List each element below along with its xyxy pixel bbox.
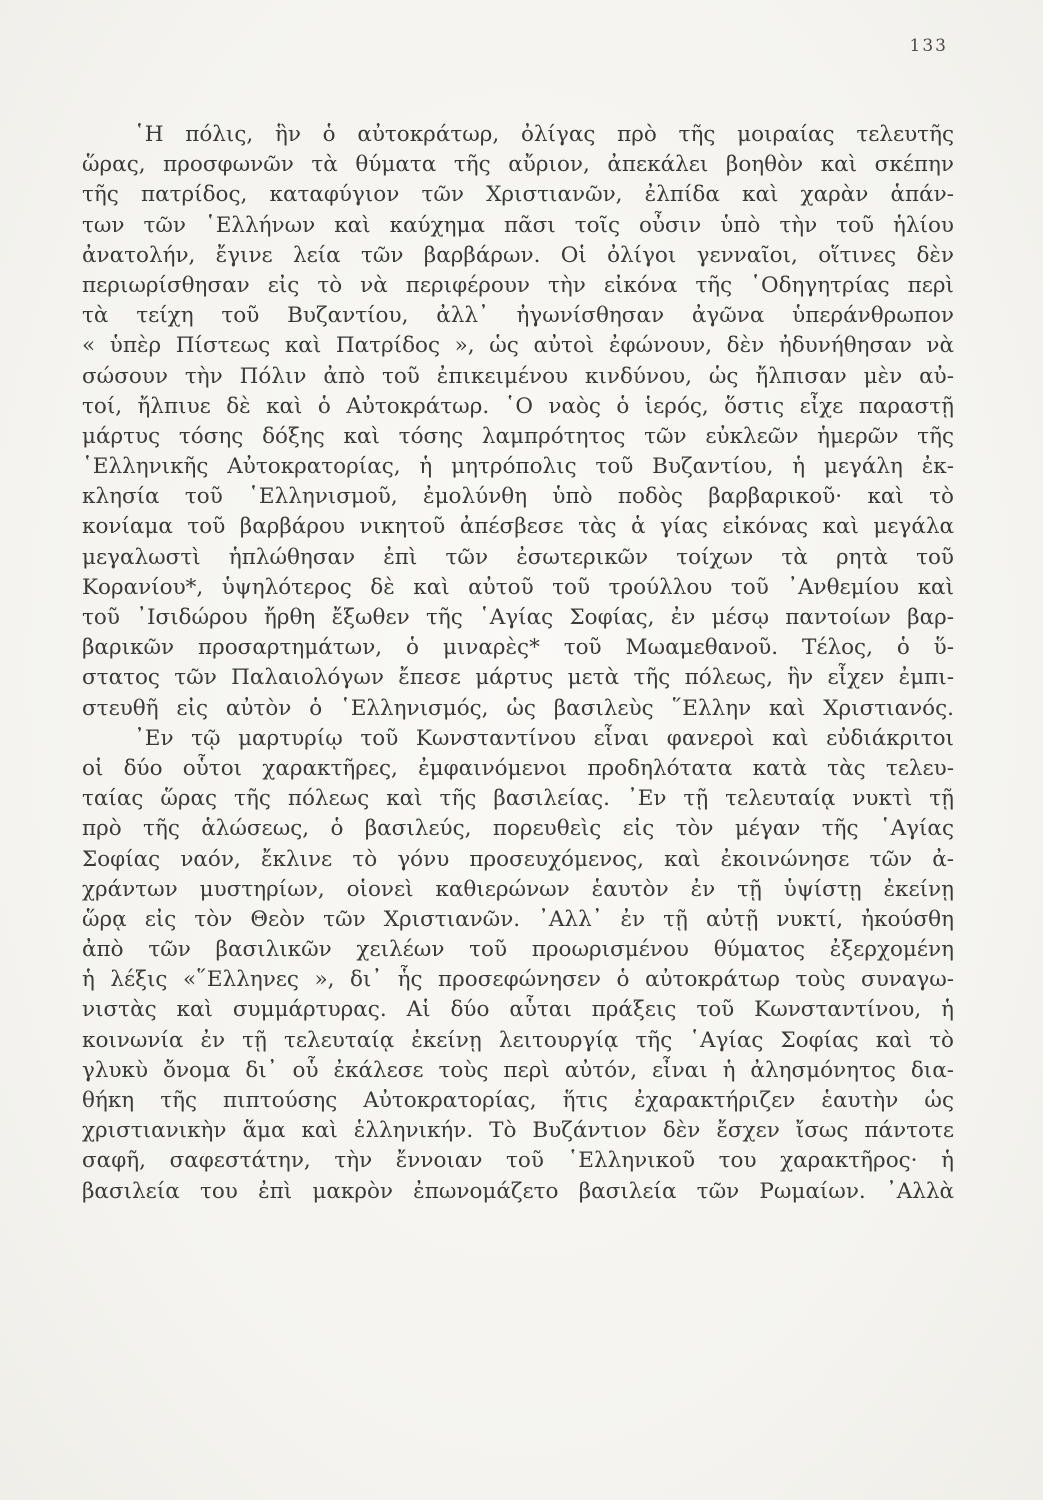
text-line: ταίας ὥρας τῆς πόλεως καὶ τῆς βασιλείας. ᾿Εν τῇ τελευταίᾳ νυκτὶ τῇ: [82, 786, 954, 812]
text-line: τῆς πατρίδος, καταφύγιον τῶν Χριστιανῶν, ἐλπίδα καὶ χαρὰν ἁπάν-: [82, 182, 954, 208]
text-line: στατος τῶν Παλαιολόγων ἔπεσε μάρτυς μετὰ τῆς πόλεως, ἣν εἶχεν ἐμπι-: [82, 665, 954, 691]
text-line: μεγαλωστὶ ἡπλώθησαν ἐπὶ τῶν ἐσωτερικῶν τοίχων τὰ ρητὰ τοῦ: [82, 544, 954, 570]
text-line: ῾Η πόλις, ἣν ὁ αὐτοκράτωρ, ὀλίγας πρὸ τῆς μοιραίας τελευτῆς: [134, 122, 954, 147]
text-line: νιστὰς καὶ συμμάρτυρας. Αἱ δύο αὗται πράξεις τοῦ Κωνσταντίνου, ἡ: [82, 997, 954, 1023]
text-line: μάρτυς τόσης δόξης καὶ τόσης λαμπρότητος τῶν εὐκλεῶν ἡμερῶν τῆς: [82, 423, 954, 449]
text-line: οἱ δύο οὗτοι χαρακτῆρες, ἐμφαινόμενοι προδηλότατα κατὰ τὰς τελευ-: [82, 755, 954, 781]
text-line: θήκη τῆς πιπτούσης Αὐτοκρατορίας, ἥτις ἐχαρακτήριζεν ἑαυτὴν ὡς: [82, 1088, 954, 1113]
text-line: Σοφίας ναόν, ἔκλινε τὸ γόνυ προσευχόμενος, καὶ ἐκοινώνησε τῶν ἀ-: [82, 846, 954, 872]
text-line: ὥρᾳ εἰς τὸν Θεὸν τῶν Χριστιανῶν. ᾿Αλλ᾽ ἐν τῇ αὐτῇ νυκτί, ἠκούσθη: [82, 906, 954, 932]
text-line: κοινωνία ἐν τῇ τελευταίᾳ ἐκείνῃ λειτουργίᾳ τῆς ῾Αγίας Σοφίας καὶ τὸ: [82, 1027, 954, 1053]
text-line: βασιλεία του ἐπὶ μακρὸν ἐπωνομάζετο βασιλεία τῶν Ρωμαίων. ᾿Αλλὰ: [82, 1178, 954, 1204]
text-line: ἡ λέξις «῞Ελληνες », δι᾽ ἧς προσεφώνησεν ὁ αὐτοκράτωρ τοὺς συναγω-: [82, 967, 954, 993]
text-line: περιωρίσθησαν εἰς τὸ νὰ περιφέρουν τὴν εἰκόνα τῆς ῾Οδηγητρίας περὶ: [82, 272, 954, 298]
text-line: κλησία τοῦ ῾Ελληνισμοῦ, ἐμολύνθη ὑπὸ ποδὸς βαρβαρικοῦ· καὶ τὸ: [82, 484, 954, 510]
text-line: χριστιανικὴν ἅμα καὶ ἑλληνικήν. Τὸ Βυζάντιον δὲν ἔσχεν ἴσως πάντοτε: [82, 1118, 954, 1144]
text-line: τοῦ ᾿Ισιδώρου ἤρθη ἔξωθεν τῆς ῾Αγίας Σοφίας, ἐν μέσῳ παντοίων βαρ-: [82, 605, 954, 630]
text-line: ἀνατολήν, ἔγινε λεία τῶν βαρβάρων. Οἱ ὀλίγοι γενναῖοι, οἵτινες δὲν: [82, 242, 954, 268]
text-line: « ὑπὲρ Πίστεως καὶ Πατρίδος », ὡς αὐτοὶ ἐφώνουν, δὲν ἠδυνήθησαν νὰ: [82, 333, 954, 359]
text-line: χράντων μυστηρίων, οἱονεὶ καθιερώνων ἑαυτὸν ἐν τῇ ὑψίστῃ ἐκείνῃ: [82, 876, 954, 902]
text-line: Κορανίου*, ὑψηλότερος δὲ καὶ αὐτοῦ τοῦ τρούλλου τοῦ ᾿Ανθεμίου καὶ: [82, 574, 954, 600]
text-line: τὰ τείχη τοῦ Βυζαντίου, ἀλλ᾽ ἠγωνίσθησαν ἀγῶνα ὑπεράνθρωπον: [82, 303, 954, 329]
text-line: σώσουν τὴν Πόλιν ἀπὸ τοῦ ἐπικειμένου κινδύνου, ὡς ἤλπισαν μὲν αὐ-: [82, 363, 954, 389]
body-text: [82, 120, 954, 1207]
text-line: ῾Ελληνικῆς Αὐτοκρατορίας, ἡ μητρόπολις τοῦ Βυζαντίου, ἡ μεγάλη ἐκ-: [82, 454, 954, 480]
text-line: σαφῆ, σαφεστάτην, τὴν ἔννοιαν τοῦ ῾Ελληνικοῦ του χαρακτῆρος· ἡ: [82, 1148, 954, 1174]
text-line: στευθῆ εἰς αὐτὸν ὁ ῾Ελληνισμός, ὡς βασιλεὺς ῞Ελλην καὶ Χριστιανός.: [82, 695, 954, 721]
text-line: βαρικῶν προσαρτημάτων, ὁ μιναρὲς* τοῦ Μωαμεθανοῦ. Τέλος, ὁ ὕ-: [82, 635, 954, 661]
page-number: 133: [909, 36, 948, 56]
text-line: γλυκὺ ὄνομα δι᾽ οὗ ἐκάλεσε τοὺς περὶ αὐτόν, εἶναι ἡ ἀλησμόνητος δια-: [82, 1057, 954, 1083]
text-line: κονίαμα τοῦ βαρβάρου νικητοῦ ἀπέσβεσε τὰς ἁ γίας εἰκόνας καὶ μεγάλα: [82, 514, 954, 540]
text-line: ὥρας, προσφωνῶν τὰ θύματα τῆς αὔριον, ἀπεκάλει βοηθὸν καὶ σκέπην: [82, 152, 954, 178]
text-line: ἀπὸ τῶν βασιλικῶν χειλέων τοῦ προωρισμένου θύματος ἐξερχομένη: [82, 937, 954, 963]
text-line: τοί, ἤλπιυε δὲ καὶ ὁ Αὐτοκράτωρ. ῾Ο ναὸς ὁ ἱερός, ὅστις εἶχε παραστῇ: [82, 393, 954, 419]
text-line: των τῶν ῾Ελλήνων καὶ καύχημα πᾶσι τοῖς οὖσιν ὑπὸ τὴν τοῦ ἡλίου: [82, 212, 954, 238]
text-line: ᾿Εν τῷ μαρτυρίῳ τοῦ Κωνσταντίνου εἶναι φανεροὶ καὶ εὐδιάκριτοι: [134, 725, 954, 751]
text-line: πρὸ τῆς ἁλώσεως, ὁ βασιλεύς, πορευθεὶς εἰς τὸν μέγαν τῆς ῾Αγίας: [82, 816, 954, 842]
